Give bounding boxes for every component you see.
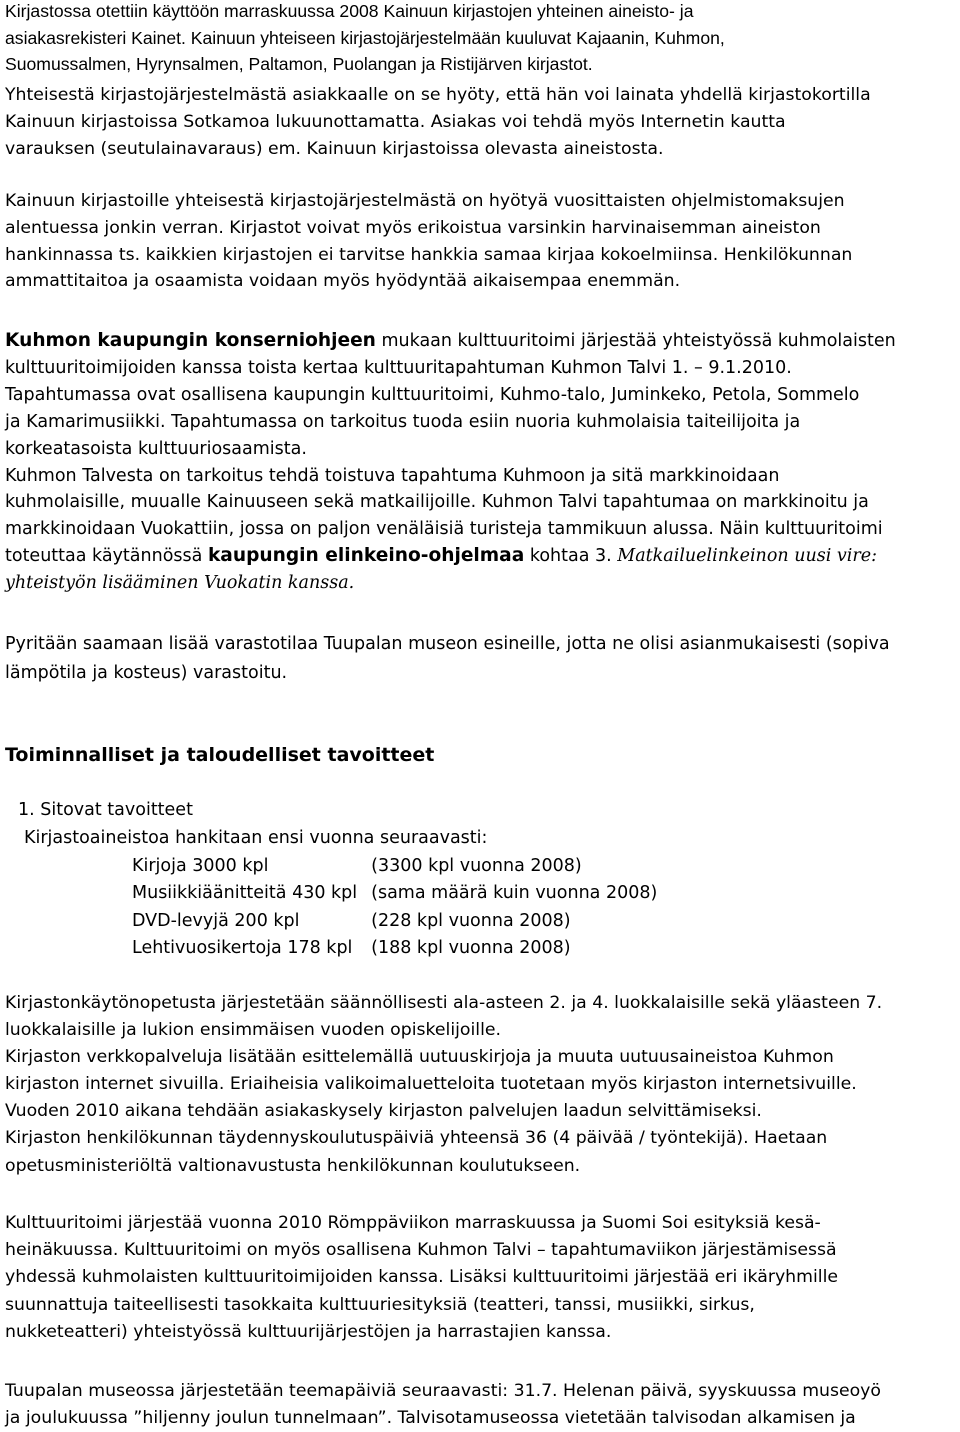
- text-line: Kuhmon Talvesta on tarkoitus tehdä toistuva tapahtuma Kuhmoon ja sitä markkinoidaan: [5, 465, 780, 486]
- bold-phrase: Kuhmon kaupungin konserniohjeen: [5, 330, 376, 351]
- text-line: Yhteisestä kirjastojärjestelmästä asiakkaalle on se hyöty, että hän voi lainata yhdellä kirjastokortilla: [5, 85, 871, 105]
- text-line: Kirjaston verkkopalveluja lisätään esittelemällä uutuuskirjoja ja muuta uutuusaineistoa Kuhmon: [5, 1047, 834, 1068]
- acquisition-intro: Kirjastoaineistoa hankitaan ensi vuonna seuraavasti:: [24, 828, 488, 848]
- table-row: [132, 852, 671, 880]
- goals-list-item: 1. Sitovat tavoitteet: [18, 800, 193, 820]
- acquisition-note: (sama määrä kuin vuonna 2008): [371, 883, 658, 904]
- acquisition-table: [132, 852, 671, 962]
- paragraph-library-benefit: [5, 188, 957, 295]
- text-line: hankinnassa ts. kaikkien kirjastojen ei tarvitse hankkia samaa kirjaa kokoelmiinsa. Henkilökunnan: [5, 244, 853, 265]
- text-line: Kulttuuritoimi järjestää vuonna 2010 Römppäviikon marraskuussa ja Suomi Soi esityksiä kesä-: [5, 1213, 821, 1233]
- acquisition-item: Musiikkiäänitteitä 430 kpl: [132, 883, 358, 904]
- text-line: Pyritään saamaan lisää varastotilaa Tuupalan museon esineille, jotta ne olisi asianmukaisesti (sopiva: [5, 634, 890, 654]
- text-line: Tuupalan museossa järjestetään teemapäiviä seuraavasti: 31.7. Helenan päivä, syyskuussa museoyö: [5, 1381, 881, 1401]
- text-line: asiakasrekisteri Kainet. Kainuun yhteiseen kirjastojärjestelmään kuuluvat Kajaanin, Kuhmon,: [5, 27, 725, 48]
- text-line: alentuessa jonkin verran. Kirjastot voivat myös erikoistua varsinkin harvinaisemman aineiston: [5, 217, 821, 238]
- text-line: nukketeatteri) yhteistyössä kulttuurijärjestöjen ja harrastajien kanssa.: [5, 1321, 612, 1342]
- acquisition-note: (228 kpl vuonna 2008): [371, 910, 571, 931]
- paragraph-museum-theme-days: [5, 1378, 957, 1432]
- text-line: Suomussalmen, Hyrynsalmen, Paltamon, Puolangan ja Ristijärven kirjastot.: [5, 54, 593, 74]
- acquisition-item: DVD-levyjä 200 kpl: [132, 910, 300, 931]
- text-line: ja joulukuussa ”hiljenny joulun tunnelmaan”. Talvisotamuseossa vietetään talvisodan alkamisen ja: [5, 1408, 856, 1428]
- text-line: opetusministeriöltä valtionavustusta henkilökunnan koulutukseen.: [5, 1155, 581, 1176]
- text-line: kuhmolaisille, muualle Kainuuseen sekä matkailijoille. Kuhmon Talvi tapahtumaa on markkinoitu ja: [5, 492, 869, 513]
- text-line: Kainuun kirjastoille yhteisestä kirjastojärjestelmästä on hyötyä vuosittaisten ohjelmistomaksujen: [5, 191, 845, 211]
- paragraph-customer-benefit: [5, 82, 957, 162]
- text-line: luokkalaisille ja lukion ensimmäisen vuoden opiskelijoille.: [5, 1020, 502, 1041]
- italic-phrase: Matkailuelinkeinon uusi vire:: [617, 546, 877, 567]
- text-line: ja Kamarimusiikki. Tapahtumassa on tarkoitus tuoda esiin nuoria kuhmolaisia taiteilijoita ja: [5, 411, 801, 432]
- text-run: mukaan kulttuuritoimi järjestää yhteistyössä kuhmolaisten: [375, 331, 896, 351]
- text-line: lämpötila ja kosteus) varastoitu.: [5, 662, 288, 683]
- acquisition-note: (188 kpl vuonna 2008): [371, 938, 571, 959]
- text-line: markkinoidaan Vuokattiin, jossa on paljon venäläisiä turisteja tammikuun alussa. Näin kulttuuritoimi: [5, 519, 883, 540]
- text-line: kirjaston internet sivuilla. Eriaiheisia valikoimaluetteloita tuotetaan myös kirjaston internetsivuille.: [5, 1074, 857, 1095]
- text-run: kohtaa 3.: [524, 546, 618, 567]
- acquisition-note: (3300 kpl vuonna 2008): [371, 855, 582, 876]
- paragraph-library-teaching: [5, 990, 957, 1180]
- table-row: [132, 935, 671, 963]
- text-line: kulttuuritoimijoiden kanssa toista kertaa kulttuuritapahtuman Kuhmon Talvi 1. – 9.1.2010.: [5, 357, 792, 378]
- text-line: korkeatasoista kulttuuriosaamista.: [5, 438, 307, 459]
- text-line: ammattitaitoa ja osaamista voidaan myös hyödyntää aikaisempaa enemmän.: [5, 271, 681, 292]
- text-line: yhdessä kuhmolaisten kulttuuritoimijoiden kanssa. Lisäksi kulttuuritoimi järjestää eri ikäryhmille: [5, 1267, 839, 1288]
- text-line: varauksen (seutulainavaraus) em. Kainuun kirjastoissa olevasta aineistosta.: [5, 138, 664, 159]
- text-line: [5, 328, 957, 355]
- table-row: [132, 880, 671, 908]
- bold-phrase: kaupungin elinkeino-ohjelmaa: [207, 545, 525, 567]
- text-line: Kainuun kirjastoissa Sotkamoa lukuunottamatta. Asiakas voi tehdä myös Internetin kautta: [5, 111, 786, 132]
- text-line: Kirjastonkäytönopetusta järjestetään säännöllisesti ala-asteen 2. ja 4. luokkalaisille sekä yläasteen 7.: [5, 993, 883, 1013]
- text-line: [5, 543, 957, 570]
- text-line: Vuoden 2010 aikana tehdään asiakaskysely kirjaston palvelujen laadun selvittämiseksi.: [5, 1101, 762, 1122]
- paragraph-museum-storage: [5, 630, 957, 687]
- acquisition-item: Kirjoja 3000 kpl: [132, 855, 269, 876]
- text-line: Kirjastossa otettiin käyttöön marraskuussa 2008 Kainuun kirjastojen yhteinen aineisto- ja: [5, 1, 694, 21]
- text-run: toteuttaa käytännössä: [5, 546, 208, 567]
- italic-line: yhteistyön lisääminen Vuokatin kanssa.: [5, 573, 355, 594]
- table-row: [132, 907, 671, 935]
- text-line: Tapahtumassa ovat osallisena kaupungin kulttuuritoimi, Kuhmo-talo, Juminkeko, Petola, Sommelo: [5, 384, 860, 405]
- text-line: suunnattuja taiteellisesti tasokkaita kulttuuriesityksiä (teatteri, tanssi, musiikki, sirkus,: [5, 1294, 755, 1315]
- acquisition-item: Lehtivuosikertoja 178 kpl: [132, 938, 353, 959]
- text-line: Kirjaston henkilökunnan täydennyskoulutuspäiviä yhteensä 36 (4 päivää / työntekijä). Haetaan: [5, 1128, 828, 1149]
- text-line: heinäkuussa. Kulttuuritoimi on myös osallisena Kuhmon Talvi – tapahtumaviikon järjestämisessä: [5, 1240, 837, 1261]
- section-heading: Toiminnalliset ja taloudelliset tavoitteet: [5, 744, 435, 766]
- paragraph-kuhmon-talvi: [5, 328, 957, 597]
- paragraph-culture-events: [5, 1210, 957, 1346]
- paragraph-kainet-register: [5, 0, 957, 78]
